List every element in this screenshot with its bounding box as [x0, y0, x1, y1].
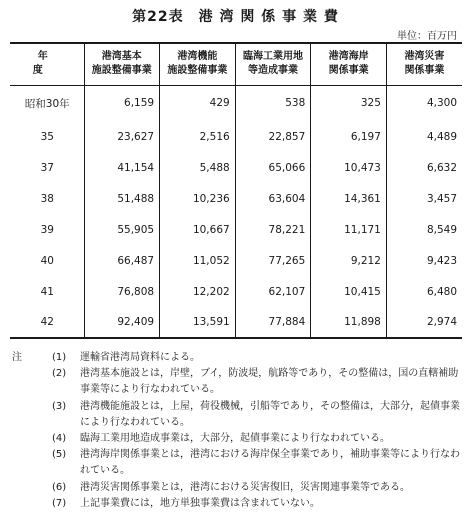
note-item	[12, 447, 464, 479]
value-cell: 9,212	[311, 245, 387, 276]
note-item	[12, 399, 464, 431]
note-text: 港湾基本施設とは，岸壁，ブイ，防波堤，航路等であり，その整備は，国の直轄補助事業等により行なわれている。	[80, 368, 459, 396]
note-text: 上記事業費には，地方単独事業費は含まれていない。	[80, 497, 320, 509]
value-cell: 6,632	[386, 152, 462, 183]
port-expenditure-table	[10, 42, 462, 339]
value-cell: 14,361	[311, 183, 387, 214]
note-item	[12, 496, 464, 512]
value-cell: 8,549	[386, 214, 462, 245]
header-text: 港湾基本 施設整備事業	[91, 51, 152, 77]
unit-label: 単位：百万円	[397, 31, 457, 42]
column-header-industrial-land	[235, 43, 311, 85]
value-cell: 22,857	[235, 121, 311, 152]
note-item	[12, 366, 464, 398]
value-cell: 2,974	[386, 307, 462, 338]
value-cell: 23,627	[84, 121, 160, 152]
value-cell: 92,409	[84, 307, 160, 338]
table-row	[10, 152, 462, 183]
year-cell: 38	[40, 192, 54, 205]
value-cell: 51,488	[84, 183, 160, 214]
value-cell: 325	[311, 85, 387, 121]
value-cell: 10,667	[160, 214, 236, 245]
year-cell: 39	[40, 223, 54, 236]
table-row	[10, 85, 462, 121]
note-number: (1)	[52, 352, 67, 363]
value-cell: 55,905	[84, 214, 160, 245]
column-header-functional-facilities	[160, 43, 236, 85]
value-cell: 65,066	[235, 152, 311, 183]
table-row	[10, 307, 462, 338]
year-cell: 41	[40, 285, 54, 298]
note-number: (7)	[52, 497, 67, 509]
note-mark: 注	[12, 352, 22, 363]
year-cell: 35	[40, 130, 54, 143]
column-header-coast	[311, 43, 387, 85]
value-cell: 6,197	[311, 121, 387, 152]
value-cell: 76,808	[84, 276, 160, 307]
note-item	[12, 480, 464, 496]
value-cell: 10,415	[311, 276, 387, 307]
note-text: 港湾海岸関係事業とは，港湾における海岸保全事業であり，補助事業等により行なわれている。	[80, 449, 460, 477]
value-cell: 11,898	[311, 307, 387, 338]
value-cell: 5,488	[160, 152, 236, 183]
table-row	[10, 214, 462, 245]
note-number: (4)	[52, 433, 67, 445]
note-item	[12, 350, 464, 366]
value-cell: 78,221	[235, 214, 311, 245]
year-cell: 42	[10, 307, 84, 338]
value-cell: 6,159	[84, 85, 160, 121]
year-cell: 37	[40, 161, 54, 174]
value-cell: 10,473	[311, 152, 387, 183]
header-text: 臨海工業用地 等造成事業	[242, 51, 303, 77]
value-cell: 63,604	[235, 183, 311, 214]
value-cell: 66,487	[84, 245, 160, 276]
note-text: 臨海工業用地造成事業は，大部分，起債事業により行なわれている。	[80, 433, 390, 445]
year-cell: 昭和30年	[24, 97, 70, 110]
value-cell: 4,489	[386, 121, 462, 152]
table-row	[10, 183, 462, 214]
table-row	[10, 245, 462, 276]
note-item	[12, 431, 464, 447]
note-text: 港湾機能施設とは，上屋，荷役機械，引船等であり，その整備は，大部分，起債事業により行なわれている。	[80, 400, 460, 428]
header-text: 港湾機能 施設整備事業	[167, 51, 228, 77]
value-cell: 10,236	[160, 183, 236, 214]
value-cell: 12,202	[160, 276, 236, 307]
table-row	[10, 121, 462, 152]
table-title: 第22表 港 湾 関 係 事 業 費	[132, 9, 339, 25]
table-row	[10, 276, 462, 307]
value-cell: 77,884	[235, 307, 311, 338]
value-cell: 11,052	[160, 245, 236, 276]
note-number: (6)	[52, 481, 67, 493]
value-cell: 4,300	[386, 85, 462, 121]
header-text: 港湾災害 関係事業	[404, 51, 445, 77]
note-text: 港湾災害関係事業とは，港湾における災害復旧，災害関連事業等である。	[80, 481, 410, 493]
note-text: 運輸省港湾局資料による。	[80, 352, 200, 363]
value-cell: 429	[160, 85, 236, 121]
value-cell: 538	[235, 85, 311, 121]
column-header-basic-facilities	[84, 43, 160, 85]
value-cell: 77,265	[235, 245, 311, 276]
year-cell: 40	[40, 254, 54, 267]
note-number: (2)	[52, 368, 67, 380]
value-cell: 41,154	[84, 152, 160, 183]
value-cell: 13,591	[160, 307, 236, 338]
value-cell: 3,457	[386, 183, 462, 214]
value-cell: 2,516	[160, 121, 236, 152]
header-text: 港湾海岸 関係事業	[328, 51, 369, 77]
notes-section	[12, 350, 464, 512]
table-header-row	[10, 43, 462, 85]
note-number: (5)	[52, 449, 67, 461]
column-header-year: 年 度	[10, 43, 84, 85]
note-number: (3)	[52, 400, 67, 412]
value-cell: 9,423	[386, 245, 462, 276]
value-cell: 62,107	[235, 276, 311, 307]
value-cell: 6,480	[386, 276, 462, 307]
value-cell: 11,171	[311, 214, 387, 245]
column-header-disaster	[386, 43, 462, 85]
